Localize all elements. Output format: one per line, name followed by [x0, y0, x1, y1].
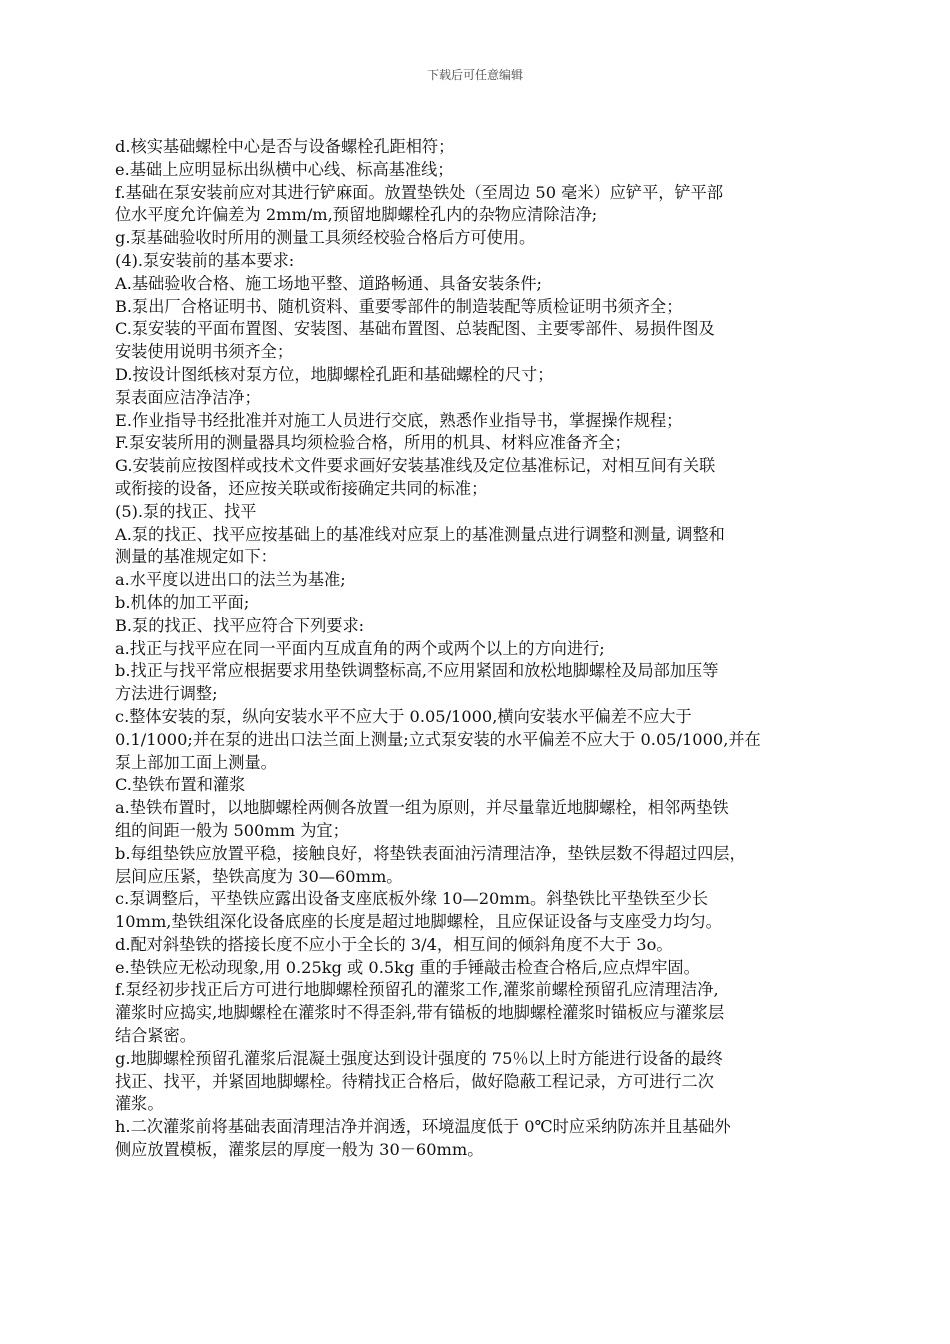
- text-line: b.机体的加工平面;: [115, 592, 250, 612]
- text-line: e.垫铁应无松动现象,用 0.25kg 或 0.5kg 重的手锤敲击检查合格后,应点焊牢固。: [115, 957, 700, 977]
- text-line: 泵表面应洁净洁净；: [115, 387, 261, 407]
- text-line: 组的间距一般为 500mm 为宜；: [115, 820, 349, 840]
- text-line: 测量的基准规定如下：: [115, 547, 277, 567]
- text-line: 安装使用说明书须齐全；: [115, 342, 294, 362]
- text-line: f.基础在泵安装前应对其进行铲麻面。放置垫铁处（至周边 50 毫米）应铲平，铲平部: [115, 182, 724, 202]
- text-line: 位水平度允许偏差为 2mm/m,预留地脚螺栓孔内的杂物应清除洁净;: [115, 205, 598, 225]
- page-header: 下载后可任意编辑: [426, 68, 523, 82]
- text-line: 泵上部加工面上测量。: [115, 752, 277, 772]
- text-line: 灌浆。: [115, 1094, 164, 1114]
- text-line: a.找正与找平应在同一平面内互成直角的两个或两个以上的方向进行;: [115, 638, 605, 658]
- text-line: g.泵基础验收时所用的测量工具须经校验合格后方可使用。: [115, 228, 536, 248]
- text-line: b.每组垫铁应放置平稳，接触良好，将垫铁表面油污清理洁净，垫铁层数不得超过四层，: [115, 843, 746, 863]
- text-line: 灌浆时应捣实,地脚螺栓在灌浆时不得歪斜,带有锚板的地脚螺栓灌浆时锚板应与灌浆层: [115, 1003, 725, 1023]
- text-line: f.泵经初步找正后方可进行地脚螺栓预留孔的灌浆工作,灌浆前螺栓预留孔应清理洁净,: [115, 980, 719, 1000]
- text-line: a.垫铁布置时，以地脚螺栓两侧各放置一组为原则，并尽量靠近地脚螺栓，相邻两垫铁: [115, 798, 729, 818]
- text-line: h.二次灌浆前将基础表面清理洁净并润透，环境温度低于 0℃时应采纳防冻并且基础外: [115, 1117, 731, 1137]
- text-line: 侧应放置模板，灌浆层的厚度一般为 30－60mm。: [115, 1140, 484, 1160]
- text-line: a.水平度以进出口的法兰为基准;: [115, 570, 346, 590]
- text-line: 找正、找平，并紧固地脚螺栓。待精找正合格后，做好隐蔽工程记录，方可进行二次: [115, 1071, 714, 1091]
- text-line: e.基础上应明显标出纵横中心线、标高基准线；: [115, 159, 454, 179]
- text-line: B.泵的找正、找平应符合下列要求:: [115, 615, 365, 635]
- text-line: 10mm,垫铁组深化设备底座的长度是超过地脚螺栓，且应保证设备与支座受力均匀。: [115, 912, 722, 932]
- text-line: F.泵安装所用的测量器具均须检验合格，所用的机具、材料应准备齐全；: [115, 433, 631, 453]
- section-heading: C.垫铁布置和灌浆: [115, 775, 246, 795]
- text-line: 结合紧密。: [115, 1026, 196, 1046]
- text-line: A.泵的找正、找平应按基础上的基准线对应泵上的基准测量点进行调整和测量, 调整和: [115, 524, 725, 544]
- text-line: 层间应压紧，垫铁高度为 30—60mm。: [115, 866, 403, 886]
- text-line: D.按设计图纸核对泵方位，地脚螺栓孔距和基础螺栓的尺寸；: [115, 364, 554, 384]
- text-line: 方法进行调整;: [115, 684, 218, 704]
- text-line: c.泵调整后，平垫铁应露出设备支座底板外缘 10—20mm。斜垫铁比平垫铁至少长: [115, 889, 709, 909]
- text-line: B.泵出厂合格证明书、随机资料、重要零部件的制造装配等质检证明书须齐全；: [115, 296, 683, 316]
- text-line: C.泵安装的平面布置图、安装图、基础布置图、总装配图、主要零部件、易损件图及: [115, 319, 715, 339]
- text-line: E.作业指导书经批准并对施工人员进行交底，熟悉作业指导书，掌握操作规程；: [115, 410, 683, 430]
- text-line: d.配对斜垫铁的搭接长度不应小于全长的 3/4，相互间的倾斜角度不大于 3o。: [115, 934, 673, 954]
- text-line: c.整体安装的泵，纵向安装水平不应大于 0.05/1000,横向安装水平偏差不应大于: [115, 706, 692, 726]
- section-heading: (4).泵安装前的基本要求:: [115, 250, 295, 270]
- text-line: b.找正与找平常应根据要求用垫铁调整标高,不应用紧固和放松地脚螺栓及局部加压等: [115, 661, 719, 681]
- text-line: 0.1/1000;并在泵的进出口法兰面上测量;立式泵安装的水平偏差不应大于 0.05/1000,并在: [115, 729, 761, 749]
- section-heading: (5).泵的找正、找平: [115, 501, 257, 521]
- text-line: g.地脚螺栓预留孔灌浆后混凝土强度达到设计强度的 75％以上时方能进行设备的最终: [115, 1048, 723, 1068]
- text-line: A.基础验收合格、施工场地平整、道路畅通、具备安装条件;: [115, 273, 542, 293]
- document-body: [115, 136, 840, 1162]
- text-line: d.核实基础螺栓中心是否与设备螺栓孔距相符；: [115, 137, 455, 156]
- text-line: G.安装前应按图样或技术文件要求画好安装基准线及定位基准标记，对相互间有关联: [115, 456, 716, 476]
- text-line: 或衔接的设备，还应按关联或衔接确定共同的标准；: [115, 478, 488, 498]
